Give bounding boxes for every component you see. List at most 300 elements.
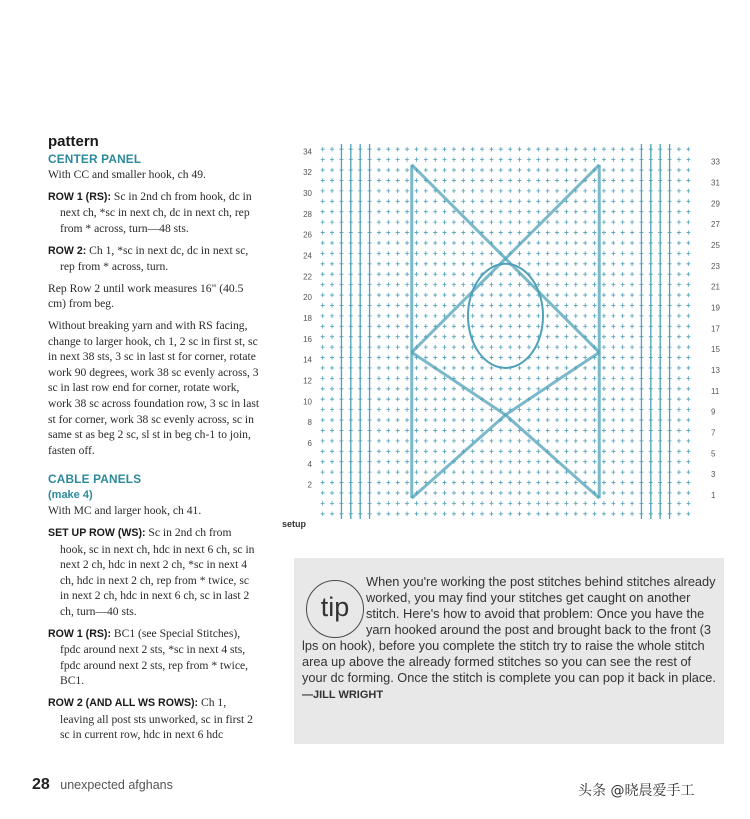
sc-stitch-symbol <box>527 428 531 432</box>
sc-stitch-symbol <box>574 428 578 432</box>
sc-stitch-symbol <box>443 407 447 411</box>
sc-stitch-symbol <box>564 418 568 422</box>
sc-stitch-symbol <box>414 397 418 401</box>
sc-stitch-symbol <box>461 251 465 255</box>
sc-stitch-symbol <box>461 428 465 432</box>
sc-stitch-symbol <box>321 470 325 474</box>
sc-stitch-symbol <box>424 407 428 411</box>
sc-stitch-symbol <box>377 335 381 339</box>
cable-row1-text: BC1 (see Special Stitches), fpdc around next 2 sts, *sc in next 4 sts, fpdc around next 2 sts, rep from * twice, BC1. <box>60 626 249 688</box>
sc-stitch-symbol <box>433 355 437 359</box>
sc-stitch-symbol <box>630 407 634 411</box>
sc-stitch-symbol <box>611 376 615 380</box>
sc-stitch-symbol <box>536 501 540 505</box>
sc-stitch-symbol <box>508 147 512 151</box>
sc-stitch-symbol <box>489 178 493 182</box>
sc-stitch-symbol <box>546 480 550 484</box>
sc-stitch-symbol <box>527 345 531 349</box>
sc-stitch-symbol <box>602 147 606 151</box>
sc-stitch-symbol <box>630 251 634 255</box>
sc-stitch-symbol <box>593 147 597 151</box>
sc-stitch-symbol <box>677 324 681 328</box>
sc-stitch-symbol <box>546 428 550 432</box>
sc-stitch-symbol <box>677 157 681 161</box>
sc-stitch-symbol <box>377 345 381 349</box>
sc-stitch-symbol <box>499 345 503 349</box>
sc-stitch-symbol <box>499 387 503 391</box>
sc-stitch-symbol <box>321 220 325 224</box>
sc-stitch-symbol <box>405 366 409 370</box>
row-label-left: 20 <box>303 293 312 303</box>
sc-stitch-symbol <box>489 293 493 297</box>
sc-stitch-symbol <box>414 449 418 453</box>
center-rep: Rep Row 2 until work measures 16" (40.5 cm) from beg. <box>48 281 244 311</box>
sc-stitch-symbol <box>630 418 634 422</box>
sc-stitch-symbol <box>386 189 390 193</box>
sc-stitch-symbol <box>564 147 568 151</box>
sc-stitch-symbol <box>621 303 625 307</box>
sc-stitch-symbol <box>677 418 681 422</box>
sc-stitch-symbol <box>433 241 437 245</box>
sc-stitch-symbol <box>621 355 625 359</box>
sc-stitch-symbol <box>611 251 615 255</box>
sc-stitch-symbol <box>377 376 381 380</box>
sc-stitch-symbol <box>686 272 690 276</box>
sc-stitch-symbol <box>555 189 559 193</box>
sc-stitch-symbol <box>461 230 465 234</box>
sc-stitch-symbol <box>555 251 559 255</box>
sc-stitch-symbol <box>546 470 550 474</box>
sc-stitch-symbol <box>508 345 512 349</box>
sc-stitch-symbol <box>564 387 568 391</box>
sc-stitch-symbol <box>593 220 597 224</box>
sc-stitch-symbol <box>518 157 522 161</box>
sc-stitch-symbol <box>414 282 418 286</box>
row-label-right: 19 <box>711 303 720 313</box>
sc-stitch-symbol <box>386 355 390 359</box>
cable-row2-text: Ch 1, leaving all post sts unworked, sc in first 2 sc in current row, hdc in next 6 hdc <box>60 696 253 742</box>
sc-stitch-symbol <box>377 147 381 151</box>
sc-stitch-symbol <box>527 407 531 411</box>
sc-stitch-symbol <box>564 210 568 214</box>
sc-stitch-symbol <box>461 512 465 516</box>
sc-stitch-symbol <box>480 178 484 182</box>
sc-stitch-symbol <box>433 387 437 391</box>
sc-stitch-symbol <box>499 439 503 443</box>
sc-stitch-symbol <box>452 428 456 432</box>
sc-stitch-symbol <box>611 210 615 214</box>
sc-stitch-symbol <box>527 480 531 484</box>
sc-stitch-symbol <box>377 470 381 474</box>
sc-stitch-symbol <box>321 345 325 349</box>
sc-stitch-symbol <box>471 157 475 161</box>
sc-stitch-symbol <box>611 157 615 161</box>
sc-stitch-symbol <box>677 470 681 474</box>
sc-stitch-symbol <box>611 314 615 318</box>
sc-stitch-symbol <box>630 282 634 286</box>
sc-stitch-symbol <box>330 293 334 297</box>
sc-stitch-symbol <box>555 439 559 443</box>
sc-stitch-symbol <box>396 168 400 172</box>
cable-stitch-path <box>412 352 506 415</box>
sc-stitch-symbol <box>677 439 681 443</box>
sc-stitch-symbol <box>611 335 615 339</box>
sc-stitch-symbol <box>508 439 512 443</box>
sc-stitch-symbol <box>433 376 437 380</box>
sc-stitch-symbol <box>686 189 690 193</box>
sc-stitch-symbol <box>611 501 615 505</box>
sc-stitch-symbol <box>555 199 559 203</box>
sc-stitch-symbol <box>583 418 587 422</box>
sc-stitch-symbol <box>536 189 540 193</box>
sc-stitch-symbol <box>508 491 512 495</box>
sc-stitch-symbol <box>414 407 418 411</box>
sc-stitch-symbol <box>508 168 512 172</box>
sc-stitch-symbol <box>564 262 568 266</box>
sc-stitch-symbol <box>611 418 615 422</box>
sc-stitch-symbol <box>471 366 475 370</box>
sc-stitch-symbol <box>499 397 503 401</box>
sc-stitch-symbol <box>330 345 334 349</box>
sc-stitch-symbol <box>611 460 615 464</box>
sc-stitch-symbol <box>433 480 437 484</box>
sc-stitch-symbol <box>321 428 325 432</box>
sc-stitch-symbol <box>386 460 390 464</box>
sc-stitch-symbol <box>405 168 409 172</box>
sc-stitch-symbol <box>686 147 690 151</box>
sc-stitch-symbol <box>602 407 606 411</box>
sc-stitch-symbol <box>518 470 522 474</box>
sc-stitch-symbol <box>546 501 550 505</box>
sc-stitch-symbol <box>377 241 381 245</box>
sc-stitch-symbol <box>574 199 578 203</box>
sc-stitch-symbol <box>443 418 447 422</box>
sc-stitch-symbol <box>414 230 418 234</box>
sc-stitch-symbol <box>518 147 522 151</box>
sc-stitch-symbol <box>405 241 409 245</box>
sc-stitch-symbol <box>377 303 381 307</box>
sc-stitch-symbol <box>414 157 418 161</box>
sc-stitch-symbol <box>433 220 437 224</box>
sc-stitch-symbol <box>564 397 568 401</box>
sc-stitch-symbol <box>424 501 428 505</box>
sc-stitch-symbol <box>574 220 578 224</box>
sc-stitch-symbol <box>536 407 540 411</box>
sc-stitch-symbol <box>377 397 381 401</box>
sc-stitch-symbol <box>461 439 465 443</box>
sc-stitch-symbol <box>583 407 587 411</box>
sc-stitch-symbol <box>555 230 559 234</box>
sc-stitch-symbol <box>630 199 634 203</box>
sc-stitch-symbol <box>583 241 587 245</box>
sc-stitch-symbol <box>508 376 512 380</box>
sc-stitch-symbol <box>621 335 625 339</box>
sc-stitch-symbol <box>471 303 475 307</box>
sc-stitch-symbol <box>564 230 568 234</box>
sc-stitch-symbol <box>461 262 465 266</box>
row-label-right: 7 <box>711 428 716 438</box>
sc-stitch-symbol <box>593 439 597 443</box>
sc-stitch-symbol <box>621 407 625 411</box>
sc-stitch-symbol <box>677 230 681 234</box>
sc-stitch-symbol <box>611 491 615 495</box>
sc-stitch-symbol <box>536 241 540 245</box>
sc-stitch-symbol <box>386 303 390 307</box>
sc-stitch-symbol <box>621 449 625 453</box>
sc-stitch-symbol <box>593 251 597 255</box>
sc-stitch-symbol <box>536 157 540 161</box>
sc-stitch-symbol <box>536 230 540 234</box>
center-row2 <box>48 243 260 275</box>
sc-stitch-symbol <box>602 251 606 255</box>
sc-stitch-symbol <box>677 178 681 182</box>
sc-stitch-symbol <box>461 470 465 474</box>
sc-stitch-symbol <box>593 407 597 411</box>
sc-stitch-symbol <box>489 376 493 380</box>
sc-stitch-symbol <box>508 189 512 193</box>
sc-stitch-symbol <box>555 178 559 182</box>
row-label-left: 24 <box>303 251 312 261</box>
sc-stitch-symbol <box>405 314 409 318</box>
sc-stitch-symbol <box>499 189 503 193</box>
sc-stitch-symbol <box>527 387 531 391</box>
sc-stitch-symbol <box>527 376 531 380</box>
sc-stitch-symbol <box>489 335 493 339</box>
sc-stitch-symbol <box>480 168 484 172</box>
sc-stitch-symbol <box>583 501 587 505</box>
sc-stitch-symbol <box>405 189 409 193</box>
sc-stitch-symbol <box>508 210 512 214</box>
sc-stitch-symbol <box>574 272 578 276</box>
cable-row1-label: ROW 1 (RS): <box>48 627 111 640</box>
sc-stitch-symbol <box>593 470 597 474</box>
cable-row2-label: ROW 2 (AND ALL WS ROWS): <box>48 697 199 709</box>
sc-stitch-symbol <box>321 303 325 307</box>
sc-stitch-symbol <box>461 157 465 161</box>
sc-stitch-symbol <box>396 303 400 307</box>
sc-stitch-symbol <box>461 220 465 224</box>
sc-stitch-symbol <box>452 366 456 370</box>
sc-stitch-symbol <box>546 282 550 286</box>
sc-stitch-symbol <box>677 407 681 411</box>
sc-stitch-symbol <box>686 491 690 495</box>
sc-stitch-symbol <box>396 210 400 214</box>
sc-stitch-symbol <box>555 335 559 339</box>
sc-stitch-symbol <box>489 460 493 464</box>
sc-stitch-symbol <box>630 512 634 516</box>
sc-stitch-symbol <box>433 449 437 453</box>
sc-stitch-symbol <box>686 428 690 432</box>
row-label-left: 14 <box>303 355 312 365</box>
sc-stitch-symbol <box>564 324 568 328</box>
sc-stitch-symbol <box>621 251 625 255</box>
sc-stitch-symbol <box>424 303 428 307</box>
sc-stitch-symbol <box>527 303 531 307</box>
sc-stitch-symbol <box>499 376 503 380</box>
sc-stitch-symbol <box>508 282 512 286</box>
sc-stitch-symbol <box>452 189 456 193</box>
sc-stitch-symbol <box>396 428 400 432</box>
sc-stitch-symbol <box>405 480 409 484</box>
sc-stitch-symbol <box>386 251 390 255</box>
row-label-left: 18 <box>303 313 312 323</box>
cable-stitch-path <box>412 415 506 498</box>
sc-stitch-symbol <box>546 168 550 172</box>
sc-stitch-symbol <box>443 366 447 370</box>
sc-stitch-symbol <box>396 293 400 297</box>
sc-stitch-symbol <box>386 376 390 380</box>
sc-stitch-symbol <box>443 345 447 349</box>
sc-stitch-symbol <box>330 178 334 182</box>
sc-stitch-symbol <box>546 335 550 339</box>
sc-stitch-symbol <box>621 157 625 161</box>
sc-stitch-symbol <box>536 512 540 516</box>
sc-stitch-symbol <box>461 480 465 484</box>
sc-stitch-symbol <box>536 251 540 255</box>
sc-stitch-symbol <box>564 439 568 443</box>
center-panel-heading: CENTER PANEL <box>48 151 142 166</box>
sc-stitch-symbol <box>461 241 465 245</box>
sc-stitch-symbol <box>414 251 418 255</box>
sc-stitch-symbol <box>602 293 606 297</box>
sc-stitch-symbol <box>518 449 522 453</box>
sc-stitch-symbol <box>424 512 428 516</box>
sc-stitch-symbol <box>461 418 465 422</box>
sc-stitch-symbol <box>489 512 493 516</box>
sc-stitch-symbol <box>677 376 681 380</box>
row-label-right: 13 <box>711 366 720 376</box>
sc-stitch-symbol <box>536 199 540 203</box>
sc-stitch-symbol <box>602 480 606 484</box>
sc-stitch-symbol <box>377 491 381 495</box>
sc-stitch-symbol <box>471 241 475 245</box>
sc-stitch-symbol <box>452 501 456 505</box>
row-label-right: 9 <box>711 407 716 417</box>
sc-stitch-symbol <box>330 272 334 276</box>
sc-stitch-symbol <box>536 272 540 276</box>
sc-stitch-symbol <box>630 501 634 505</box>
sc-stitch-symbol <box>405 157 409 161</box>
sc-stitch-symbol <box>471 376 475 380</box>
sc-stitch-symbol <box>677 293 681 297</box>
sc-stitch-symbol <box>377 460 381 464</box>
page-number: 28 <box>32 776 50 793</box>
sc-stitch-symbol <box>508 157 512 161</box>
center-panel-intro: With CC and smaller hook, ch 49. <box>48 168 206 182</box>
sc-stitch-symbol <box>461 314 465 318</box>
sc-stitch-symbol <box>555 272 559 276</box>
sc-stitch-symbol <box>527 220 531 224</box>
sc-stitch-symbol <box>424 262 428 266</box>
sc-stitch-symbol <box>443 428 447 432</box>
sc-stitch-symbol <box>593 230 597 234</box>
sc-stitch-symbol <box>518 324 522 328</box>
tip-box <box>294 558 724 744</box>
sc-stitch-symbol <box>321 178 325 182</box>
sc-stitch-symbol <box>602 303 606 307</box>
sc-stitch-symbol <box>471 480 475 484</box>
sc-stitch-symbol <box>330 230 334 234</box>
sc-stitch-symbol <box>386 178 390 182</box>
sc-stitch-symbol <box>611 439 615 443</box>
sc-stitch-symbol <box>499 303 503 307</box>
sc-stitch-symbol <box>677 262 681 266</box>
sc-stitch-symbol <box>518 418 522 422</box>
row-label-left: 8 <box>307 418 312 428</box>
row-label-left: 28 <box>303 209 312 219</box>
sc-stitch-symbol <box>583 303 587 307</box>
sc-stitch-symbol <box>377 262 381 266</box>
sc-stitch-symbol <box>602 397 606 401</box>
sc-stitch-symbol <box>686 262 690 266</box>
sc-stitch-symbol <box>471 501 475 505</box>
sc-stitch-symbol <box>499 241 503 245</box>
sc-stitch-symbol <box>330 407 334 411</box>
sc-stitch-symbol <box>508 387 512 391</box>
sc-stitch-symbol <box>330 428 334 432</box>
sc-stitch-symbol <box>602 272 606 276</box>
sc-stitch-symbol <box>480 460 484 464</box>
sc-stitch-symbol <box>321 512 325 516</box>
sc-stitch-symbol <box>602 189 606 193</box>
sc-stitch-symbol <box>630 491 634 495</box>
sc-stitch-symbol <box>527 189 531 193</box>
sc-stitch-symbol <box>386 335 390 339</box>
sc-stitch-symbol <box>396 262 400 266</box>
sc-stitch-symbol <box>527 460 531 464</box>
sc-stitch-symbol <box>630 272 634 276</box>
sc-stitch-symbol <box>508 199 512 203</box>
sc-stitch-symbol <box>593 178 597 182</box>
sc-stitch-symbol <box>546 512 550 516</box>
sc-stitch-symbol <box>452 355 456 359</box>
sc-stitch-symbol <box>461 272 465 276</box>
sc-stitch-symbol <box>593 376 597 380</box>
sc-stitch-symbol <box>508 303 512 307</box>
sc-stitch-symbol <box>677 355 681 359</box>
sc-stitch-symbol <box>377 272 381 276</box>
sc-stitch-symbol <box>527 251 531 255</box>
sc-stitch-symbol <box>452 324 456 328</box>
sc-stitch-symbol <box>527 335 531 339</box>
sc-stitch-symbol <box>377 428 381 432</box>
sc-stitch-symbol <box>424 366 428 370</box>
sc-stitch-symbol <box>677 199 681 203</box>
sc-stitch-symbol <box>583 157 587 161</box>
sc-stitch-symbol <box>630 355 634 359</box>
sc-stitch-symbol <box>564 303 568 307</box>
sc-stitch-symbol <box>611 470 615 474</box>
sc-stitch-symbol <box>499 335 503 339</box>
sc-stitch-symbol <box>593 314 597 318</box>
sc-stitch-symbol <box>593 428 597 432</box>
sc-stitch-symbol <box>452 147 456 151</box>
sc-stitch-symbol <box>396 241 400 245</box>
sc-stitch-symbol <box>536 460 540 464</box>
sc-stitch-symbol <box>583 293 587 297</box>
sc-stitch-symbol <box>630 303 634 307</box>
sc-stitch-symbol <box>433 251 437 255</box>
sc-stitch-symbol <box>602 512 606 516</box>
sc-stitch-symbol <box>546 397 550 401</box>
sc-stitch-symbol <box>621 189 625 193</box>
sc-stitch-symbol <box>471 428 475 432</box>
sc-stitch-symbol <box>555 366 559 370</box>
sc-stitch-symbol <box>574 147 578 151</box>
sc-stitch-symbol <box>452 178 456 182</box>
sc-stitch-symbol <box>621 470 625 474</box>
sc-stitch-symbol <box>518 439 522 443</box>
